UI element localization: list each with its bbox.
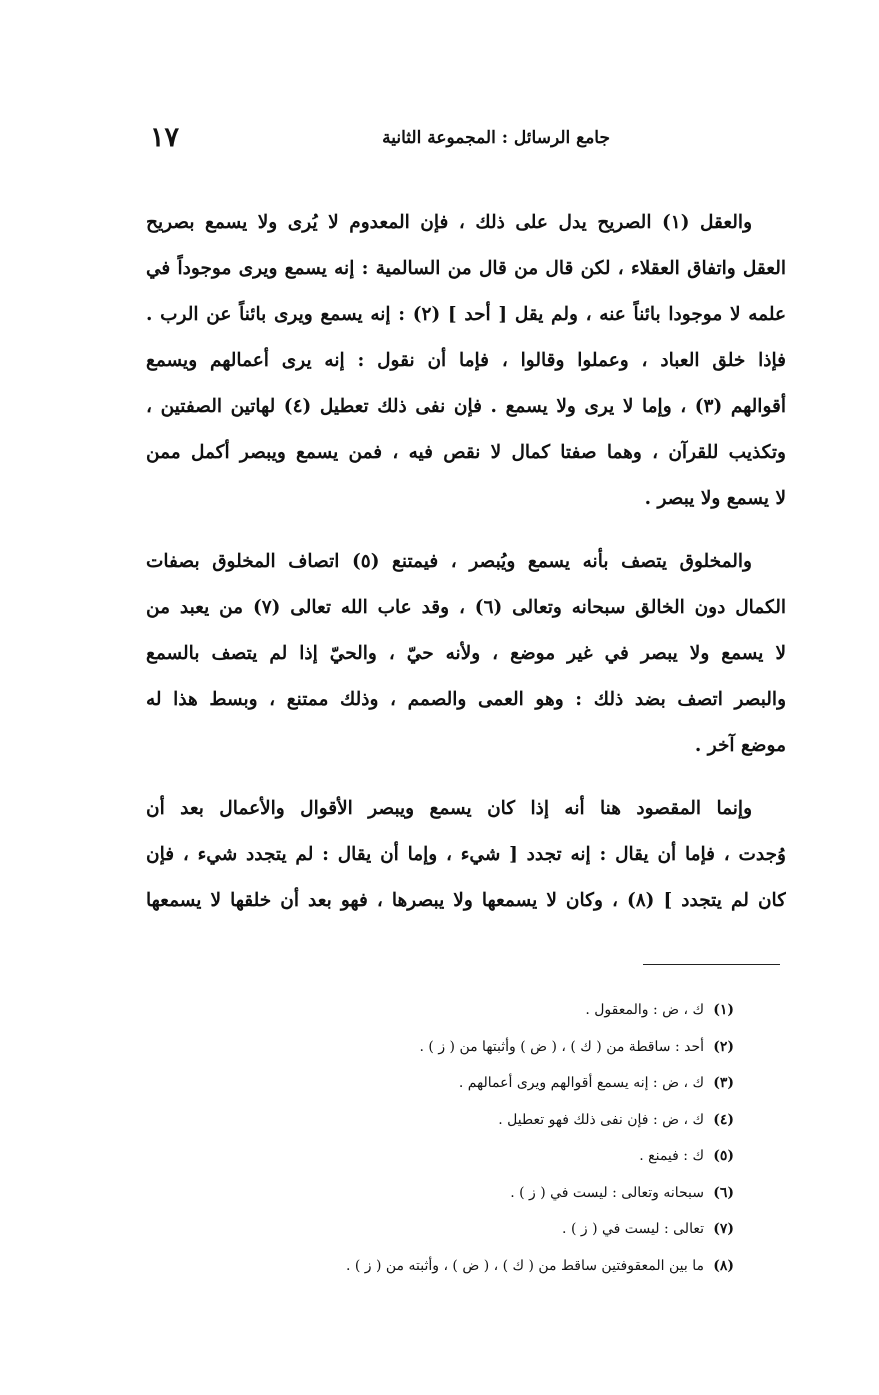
footnote-item [214,1175,734,1212]
text-line: وُجدت ، فإما أن يقال : إنه تجدد [ شيء ، وإما أن يقال : لم يتجدد شيء ، فإن [146,844,786,865]
footnote-text: ك ، ض : إنه يسمع أقوالهم ويرى أعمالهم . [458,1075,704,1091]
footnote-item [214,992,734,1029]
footnote-number: (٥) [713,1148,734,1164]
footnote-text: ما بين المعقوفتين ساقط من ( ك ) ، ( ض ) ، وأثبته من ( ز ) . [345,1257,704,1274]
footnote-number: (٣) [713,1075,734,1091]
footnote-item [214,1138,734,1175]
footnote-number: (٦) [713,1184,734,1201]
footnote-number: (٢) [713,1038,734,1055]
text-line: لا يسمع ولا يبصر في غير موضع ، ولأنه حيّ ، والحيّ إذا لم يتصف بالسمع [146,643,786,664]
text-line: أقوالهم (٣) ، وإما لا يرى ولا يسمع . فإن نفى ذلك تعطيل (٤) لهاتين الصفتين ، [146,396,786,417]
footnotes [214,992,734,1284]
main-text [146,200,786,924]
footnote-item [214,1102,734,1139]
text-line: كان لم يتجدد ] (٨) ، وكان لا يسمعها ولا يبصرها ، فهو بعد أن خلقها لا يسمعها [146,890,786,911]
footnote-text: ك : فيمنع . [639,1148,704,1164]
running-header [150,122,780,162]
footnote-item [214,1029,734,1066]
footnote-text: ك ، ض : والمعقول . [585,1002,704,1018]
running-title: جامع الرسائل : المجموعة الثانية [382,128,610,148]
text-line: العقل واتفاق العقلاء ، لكن قال من قال من السالمية : إنه يسمع ويرى موجوداً في [146,258,786,279]
text-line: والمخلوق يتصف بأنه يسمع ويُبصر ، فيمتنع (٥) اتصاف المخلوق بصفات [146,551,752,572]
footnote-number: (٨) [713,1257,734,1274]
footnote-number: (١) [713,1002,734,1018]
footnote-item [214,1065,734,1102]
footnote-item [214,1248,734,1285]
text-line: فإذا خلق العباد ، وعملوا وقالوا ، فإما أن نقول : إنه يرى أعمالهم ويسمع [146,350,786,371]
paragraph-2 [146,539,786,769]
footnote-separator [643,964,780,965]
footnote-text: سبحانه وتعالى : ليست في ( ز ) . [510,1184,704,1201]
footnote-number: (٤) [713,1111,734,1128]
text-line: علمه لا موجودا بائناً عنه ، ولم يقل [ أحد ] (٢) : إنه يسمع ويرى بائناً عن الرب . [146,304,786,325]
footnote-text: تعالى : ليست في ( ز ) . [562,1221,704,1237]
paragraph-1 [146,200,786,522]
text-line: الكمال دون الخالق سبحانه وتعالى (٦) ، وقد عاب الله تعالى (٧) من يعبد من [146,597,786,618]
text-line: وإنما المقصود هنا أنه إذا كان يسمع ويبصر الأقوال والأعمال بعد أن [146,798,752,819]
footnote-item [214,1211,734,1248]
footnote-text: أحد : ساقطة من ( ك ) ، ( ض ) وأثبتها من ( ز ) . [419,1038,704,1055]
footnote-text: ك ، ض : فإن نفى ذلك فهو تعطيل . [498,1111,704,1128]
text-line: موضع آخر . [694,735,786,756]
text-line: وتكذيب للقرآن ، وهما صفتا كمال لا نقص فيه ، فمن يسمع ويبصر أكمل ممن [146,442,786,463]
text-line: لا يسمع ولا يبصر . [644,488,786,509]
page-number: ١٧ [150,122,180,153]
paragraph-3 [146,786,786,924]
text-line: والعقل (١) الصريح يدل على ذلك ، فإن المعدوم لا يُرى ولا يسمع بصريح [146,212,752,233]
text-line: والبصر اتصف بضد ذلك : وهو العمى والصمم ، وذلك ممتنع ، وبسط هذا له [146,689,786,710]
footnote-number: (٧) [713,1221,734,1237]
